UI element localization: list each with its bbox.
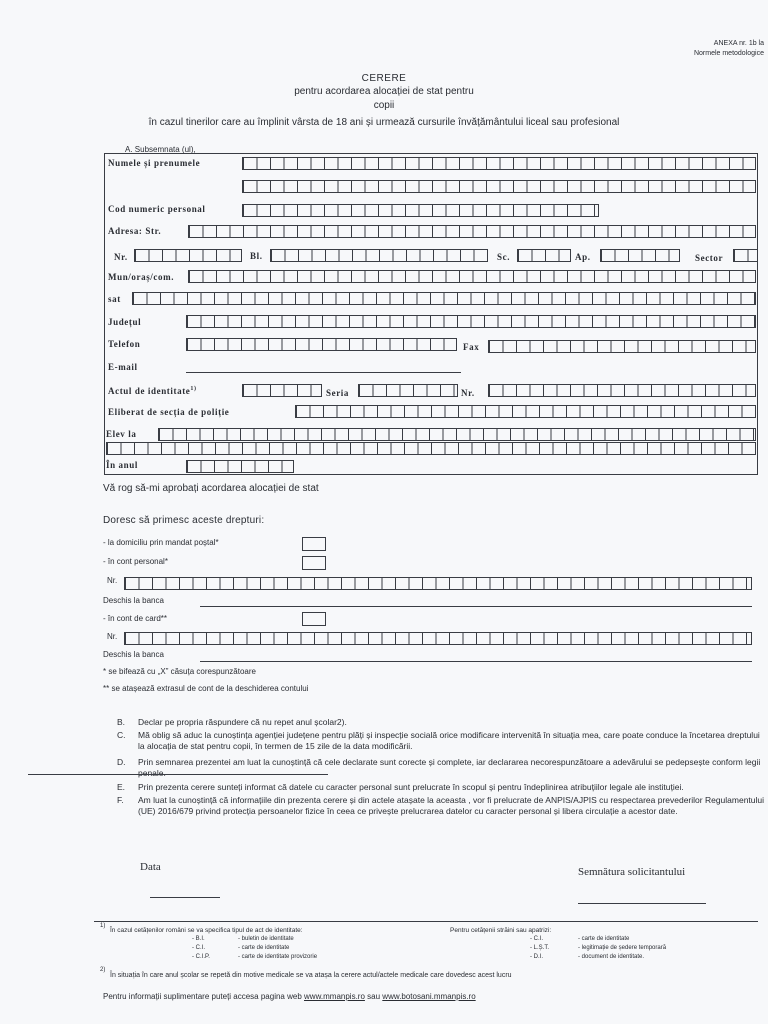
info-line <box>103 992 476 1001</box>
footnote-2-mark: 2) <box>100 967 106 973</box>
ap-field[interactable] <box>600 249 680 262</box>
bl-field[interactable] <box>270 249 488 262</box>
ro-desc-bi: - buletin de identitate <box>238 936 294 942</box>
declaration-b-letter: B. <box>117 717 126 727</box>
postal-checkbox[interactable] <box>302 537 326 551</box>
strike-line <box>28 774 328 775</box>
fr-desc-di: - document de identitate. <box>578 954 645 960</box>
phone-field[interactable] <box>186 338 457 351</box>
link-mmanpis[interactable]: www.mmanpis.ro <box>304 992 365 1001</box>
village-field[interactable] <box>132 292 756 305</box>
date-label: Data <box>140 861 161 873</box>
street-label: Adresa: Str. <box>108 226 162 236</box>
sc-field[interactable] <box>517 249 571 262</box>
fr-code-di: - D.I. <box>530 954 543 960</box>
account-nr-field-1[interactable] <box>124 577 752 590</box>
bank-field-2[interactable] <box>200 661 752 662</box>
card-account-label: - în cont de card** <box>103 614 168 623</box>
declaration-b-text: Declar pe propria răspundere că nu repet anul școlar2). <box>138 717 347 727</box>
cnp-label: Cod numeric personal <box>108 204 206 214</box>
fax-label: Fax <box>463 342 480 352</box>
cnp-field[interactable] <box>242 204 599 217</box>
personal-account-label: - în cont personal* <box>103 557 168 566</box>
ro-desc-ci: - carte de identitate <box>238 945 290 951</box>
section-a-frame <box>104 153 758 475</box>
fr-code-ci: - C.I. <box>530 936 543 942</box>
bank-field-1[interactable] <box>200 606 752 607</box>
bl-label: Bl. <box>250 251 263 261</box>
student-at-field-line1[interactable] <box>158 428 756 441</box>
id-doc-label: Actul de identitate$^{1)}$ <box>108 386 197 396</box>
village-label: sat <box>108 294 121 304</box>
id-nr-field[interactable] <box>488 384 756 397</box>
ap-label: Ap. <box>575 252 591 262</box>
declaration-d-letter: D. <box>117 757 126 767</box>
phone-label: Telefon <box>108 339 141 349</box>
nr-label: Nr. <box>114 252 128 262</box>
request-text: Vă rog să-mi aprobați acordarea alocației de stat <box>103 483 319 494</box>
ro-desc-cip: - carte de identitate provizorie <box>238 954 318 960</box>
footnote-divider <box>94 921 758 922</box>
form-subtitle-3: în cazul tinerilor care au împlinit vârsta de 18 ani și urmează cursurile învățământului liceal sau profesional <box>148 117 620 128</box>
county-label: Județul <box>108 317 142 327</box>
email-field[interactable] <box>186 372 461 373</box>
foreign-title: Pentru cetățenii străini sau apatrizi: <box>450 927 552 934</box>
declaration-c-letter: C. <box>117 730 126 740</box>
series-field[interactable] <box>358 384 458 397</box>
year-label: În anul <box>106 460 138 470</box>
ro-code-ci: - C.I. <box>192 945 205 951</box>
ro-code-cip: - C.I.P. <box>192 954 210 960</box>
form-subtitle-1: pentru acordarea alocației de stat pentru <box>294 86 474 97</box>
footnote-1-mark: 1) <box>100 923 106 929</box>
note-statement: ** se atașează extrasul de cont de la deschiderea contului <box>103 684 309 693</box>
footnote-2-text: În situația în care anul școlar se repetă din motive medicale se va atașa la cerere actul/actele medicale care dovedesc acest lucru <box>110 972 512 979</box>
annex-norms: Normele metodologice <box>693 50 764 57</box>
account-nr-label-1: Nr. <box>107 576 118 585</box>
info-text: Pentru informații suplimentare puteți accesa pagina web <box>103 992 302 1001</box>
declaration-c-text: Mă oblig să aduc la cunoștința agenției județene pentru plăți și inspecție socială orice modificare intervenită în situația mea, care poate conduce la încetarea dreptului la alocația de stat pentru copii, în termen de 15 zile de la data modificării. <box>138 730 760 751</box>
section-a-title: A. Subsemnata (ul), <box>125 145 196 154</box>
date-field[interactable] <box>150 897 220 898</box>
declaration-f-text: Am luat la cunoștință că informațiile din prezenta cerere și din actele atașate la aceasta , vor fi prelucrate de ANPIS/AJPIS cu respectarea prevederilor Regulamentului (UE) 2016/679 privind protecția persoanelor fizice în ceea ce privește prelucrarea datelor cu caracter personal și libera circulație a acestor date. <box>138 795 765 816</box>
email-label: E-mail <box>108 362 138 372</box>
declaration-e-letter: E. <box>117 782 126 792</box>
fax-field[interactable] <box>488 340 756 353</box>
sector-field[interactable] <box>733 249 758 262</box>
year-field[interactable] <box>186 460 294 473</box>
note-checkbox: * se bifează cu „X” căsuța corespunzătoare <box>103 667 256 676</box>
student-at-label: Elev la <box>106 429 137 439</box>
sc-label: Sc. <box>497 252 511 262</box>
declaration-f-letter: F. <box>117 795 124 805</box>
personal-account-checkbox[interactable] <box>302 556 326 570</box>
sector-label: Sector <box>695 253 724 263</box>
bank-label-2: Deschis la banca <box>103 650 164 659</box>
form-subtitle-2: copii <box>373 100 395 111</box>
id-doc-field[interactable] <box>242 384 322 397</box>
nr-field[interactable] <box>134 249 242 262</box>
id-nr-label: Nr. <box>461 388 475 398</box>
card-account-checkbox[interactable] <box>302 612 326 626</box>
account-nr-field-2[interactable] <box>124 632 752 645</box>
issued-by-field[interactable] <box>295 405 756 418</box>
rights-title: Doresc să primesc aceste drepturi: <box>103 515 265 526</box>
bank-label-1: Deschis la banca <box>103 596 164 605</box>
link-botosani[interactable]: www.botosani.mmanpis.ro <box>382 992 476 1001</box>
annex-number: ANEXA nr. 1b la <box>713 40 764 47</box>
info-or: sau <box>367 992 381 1001</box>
declaration-e-text: Prin prezenta cerere sunteți informat că datele cu caracter personal sunt prelucrate în scopul și pentru îndeplinirea atribuțiilor legale ale instituției. <box>138 782 684 792</box>
postal-option-label: - la domiciliu prin mandat poștal* <box>103 538 219 547</box>
form-title: CERERE <box>361 73 407 84</box>
ro-code-bi: - B.I. <box>192 936 205 942</box>
signature-label: Semnătura solicitantului <box>578 866 686 878</box>
name-field-line2[interactable] <box>242 180 756 193</box>
name-label: Numele și prenumele <box>108 158 201 168</box>
city-field[interactable] <box>188 270 756 283</box>
student-at-field-line2[interactable] <box>106 442 756 455</box>
street-field[interactable] <box>188 225 756 238</box>
footnote-1-text: În cazul cetățenilor români se va specifica tipul de act de identitate: <box>110 927 303 934</box>
city-label: Mun/oraș/com. <box>108 272 175 282</box>
issued-by-label: Eliberat de secția de poliție <box>108 407 230 417</box>
declaration-d-text: Prin semnarea prezentei am luat la cunoștință că cele declarate sunt corecte și complete, iar declararea necorespunzătoare a adevărului se pedepsește conform legii penale. <box>138 757 761 778</box>
series-label: Seria <box>326 388 349 398</box>
county-field[interactable] <box>186 315 756 328</box>
signature-field[interactable] <box>578 903 706 904</box>
fr-desc-ci: - carte de identitate <box>578 936 630 942</box>
account-nr-label-2: Nr. <box>107 632 118 641</box>
name-field-line1[interactable] <box>242 157 756 170</box>
fr-code-lst: - L.Ș.T. <box>530 945 550 951</box>
fr-desc-lst: - legitimație de ședere temporară <box>578 945 667 951</box>
